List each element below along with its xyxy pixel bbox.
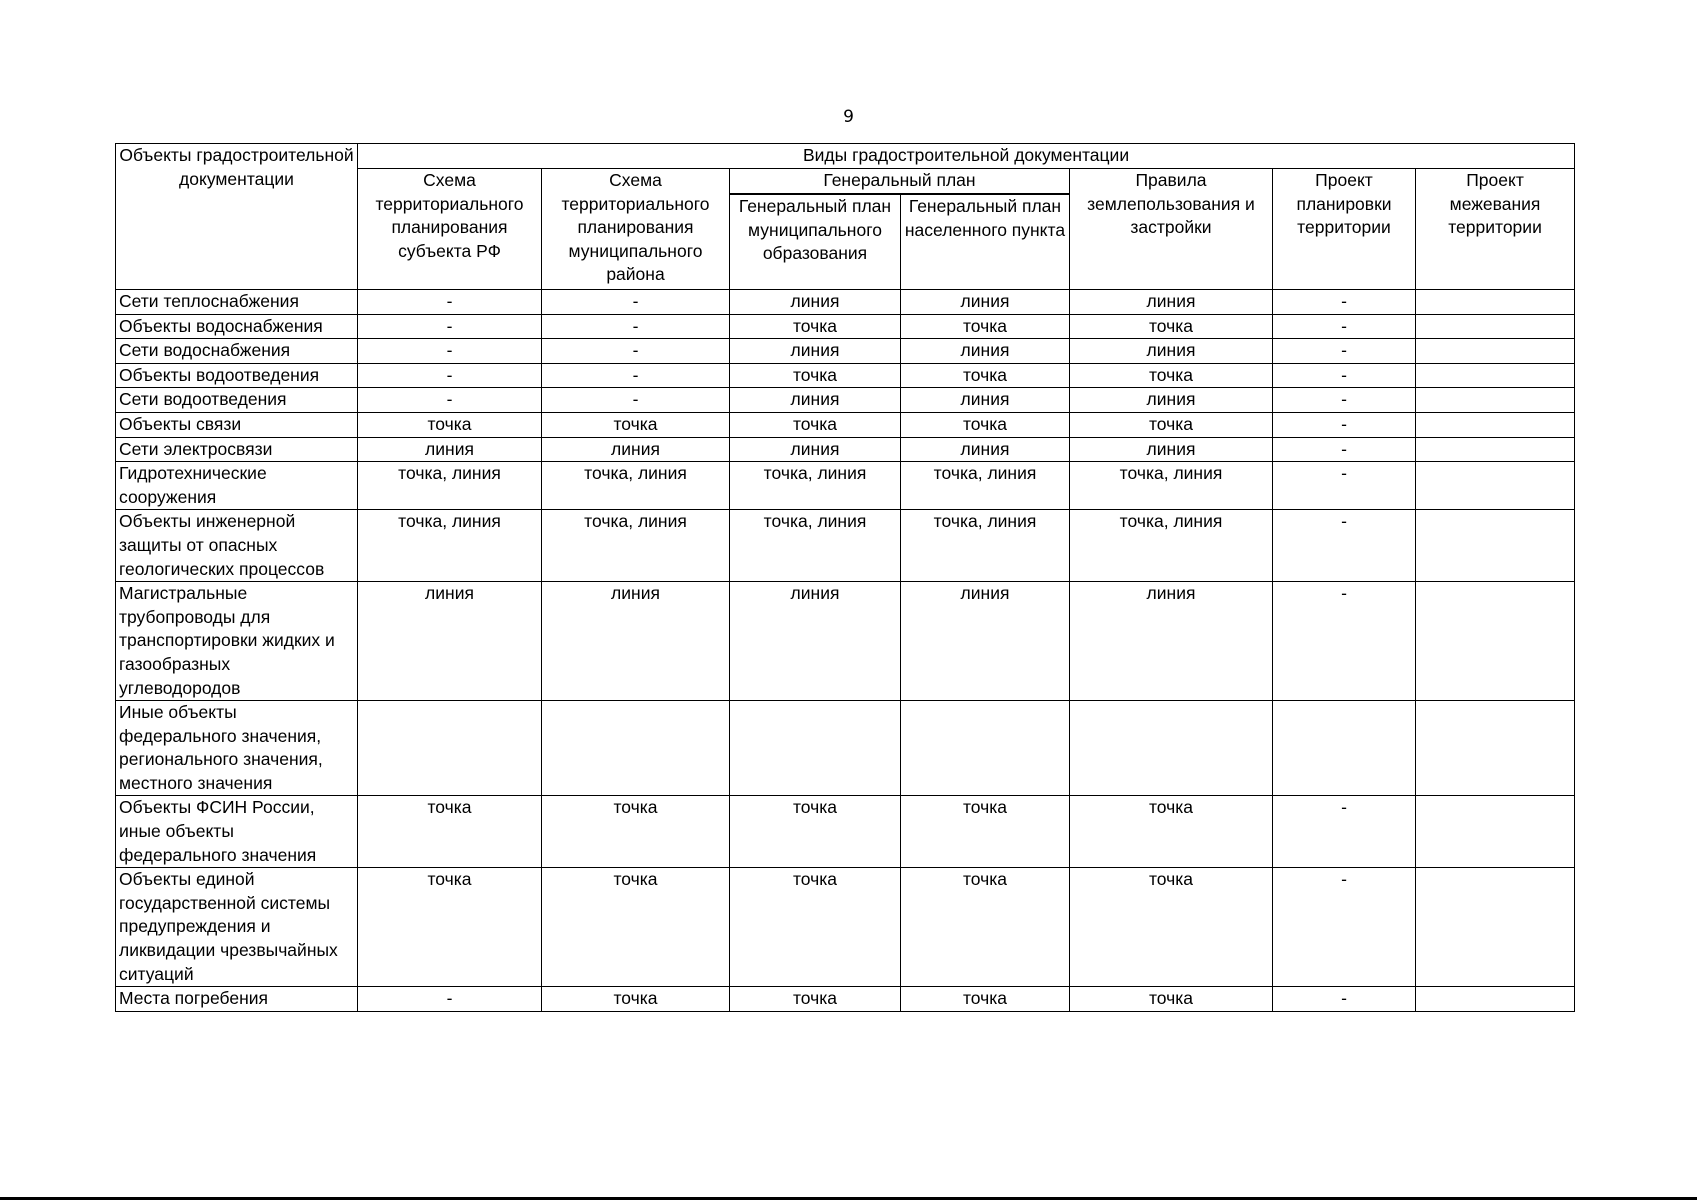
object-cell: Магистральные трубопроводы для транспортировки жидких и газообразных углеводородов [116,582,358,701]
value-cell: точка, линия [1070,510,1273,582]
object-cell: Сети водоотведения [116,388,358,413]
object-cell: Объекты связи [116,412,358,437]
value-cell: точка [730,868,901,987]
value-cell [1416,412,1575,437]
value-cell: линия [730,582,901,701]
value-cell: линия [901,290,1070,315]
header-general-plan: Генеральный план [730,169,1070,195]
value-cell: линия [730,388,901,413]
value-cell: точка [358,412,542,437]
value-cell: - [1273,868,1416,987]
value-cell [1416,314,1575,339]
value-cell: точка [901,987,1070,1012]
value-cell: точка [542,987,730,1012]
value-cell: линия [901,339,1070,364]
value-cell [1416,796,1575,868]
value-cell: - [358,388,542,413]
value-cell: точка [542,412,730,437]
value-cell: - [1273,412,1416,437]
object-cell: Объекты водоснабжения [116,314,358,339]
value-cell [542,701,730,796]
value-cell: точка [901,868,1070,987]
table-row [116,437,1575,462]
urban-planning-table [115,143,1575,1012]
value-cell: линия [901,437,1070,462]
value-cell: точка [358,796,542,868]
value-cell: точка, линия [730,510,901,582]
value-cell [1416,363,1575,388]
value-cell: линия [901,388,1070,413]
value-cell: - [358,363,542,388]
value-cell: линия [358,582,542,701]
value-cell: линия [542,437,730,462]
value-cell: точка, линия [901,510,1070,582]
table-body [116,290,1575,1012]
value-cell [358,701,542,796]
value-cell: - [1273,796,1416,868]
value-cell [1416,388,1575,413]
header-objects: Объекты градостроительной документации [116,144,358,290]
value-cell: точка [901,363,1070,388]
table-header [116,144,1575,290]
value-cell: точка [730,314,901,339]
value-cell: точка [730,363,901,388]
value-cell: точка, линия [358,510,542,582]
value-cell: точка, линия [730,462,901,510]
value-cell: точка [358,868,542,987]
table-row [116,701,1575,796]
value-cell [730,701,901,796]
value-cell: точка, линия [901,462,1070,510]
value-cell: - [358,339,542,364]
value-cell: - [1273,388,1416,413]
value-cell [1416,987,1575,1012]
table-row [116,582,1575,701]
value-cell: - [542,363,730,388]
object-cell: Объекты единой государственной системы предупреждения и ликвидации чрезвычайных ситуаций [116,868,358,987]
value-cell [1416,582,1575,701]
header-land-use-rules: Правила землепользования и застройки [1070,169,1273,290]
value-cell: линия [730,339,901,364]
object-cell: Места погребения [116,987,358,1012]
header-scheme-subject: Схема территориального планирования субъекта РФ [358,169,542,290]
header-planning-project: Проект планировки территории [1273,169,1416,290]
value-cell: - [358,314,542,339]
header-doc-types: Виды градостроительной документации [358,144,1575,169]
value-cell: - [542,339,730,364]
table-row [116,314,1575,339]
value-cell: точка [901,314,1070,339]
value-cell: точка [1070,796,1273,868]
value-cell: точка, линия [542,462,730,510]
value-cell: точка [1070,363,1273,388]
object-cell: Сети теплоснабжения [116,290,358,315]
table-row [116,868,1575,987]
table-row [116,510,1575,582]
page-number: 9 [843,107,854,127]
value-cell: - [1273,987,1416,1012]
value-cell: - [542,314,730,339]
value-cell: - [1273,339,1416,364]
value-cell: - [1273,363,1416,388]
object-cell: Объекты ФСИН России, иные объекты федерального значения [116,796,358,868]
value-cell: линия [730,437,901,462]
value-cell: линия [1070,437,1273,462]
table-row [116,339,1575,364]
object-cell: Сети водоснабжения [116,339,358,364]
value-cell: точка [730,412,901,437]
value-cell: точка [730,796,901,868]
value-cell: точка [901,412,1070,437]
value-cell [1416,437,1575,462]
header-surveying-project: Проект межевания территории [1416,169,1575,290]
value-cell [1416,290,1575,315]
value-cell: точка [542,868,730,987]
value-cell [1070,701,1273,796]
value-cell: линия [1070,339,1273,364]
table-row [116,796,1575,868]
value-cell: точка [1070,868,1273,987]
value-cell: - [1273,510,1416,582]
table-row [116,412,1575,437]
table-row [116,290,1575,315]
value-cell: линия [542,582,730,701]
value-cell: - [1273,314,1416,339]
value-cell: точка [901,796,1070,868]
value-cell: - [1273,437,1416,462]
value-cell: точка [1070,412,1273,437]
value-cell [1273,701,1416,796]
object-cell: Объекты водоотведения [116,363,358,388]
table-row [116,462,1575,510]
value-cell [1416,339,1575,364]
value-cell: точка, линия [1070,462,1273,510]
value-cell: точка [730,987,901,1012]
value-cell: - [358,290,542,315]
value-cell: точка [1070,987,1273,1012]
table-row [116,388,1575,413]
value-cell: точка [542,796,730,868]
value-cell: точка, линия [542,510,730,582]
value-cell: - [542,388,730,413]
value-cell: - [1273,462,1416,510]
value-cell: - [542,290,730,315]
value-cell: линия [1070,290,1273,315]
value-cell: линия [730,290,901,315]
value-cell: - [1273,290,1416,315]
value-cell [1416,462,1575,510]
value-cell: линия [1070,388,1273,413]
value-cell: - [358,987,542,1012]
object-cell: Объекты инженерной защиты от опасных геологических процессов [116,510,358,582]
value-cell [1416,701,1575,796]
value-cell [1416,868,1575,987]
object-cell: Гидротехнические сооружения [116,462,358,510]
value-cell: - [1273,582,1416,701]
value-cell: линия [901,582,1070,701]
object-cell: Сети электросвязи [116,437,358,462]
value-cell [1416,510,1575,582]
value-cell [901,701,1070,796]
table-row [116,363,1575,388]
header-gp-settlement: Генеральный план населенного пункта [901,194,1070,290]
object-cell: Иные объекты федерального значения, регионального значения, местного значения [116,701,358,796]
value-cell: точка [1070,314,1273,339]
table-row [116,987,1575,1012]
value-cell: линия [1070,582,1273,701]
value-cell: точка, линия [358,462,542,510]
value-cell: линия [358,437,542,462]
header-gp-municipal: Генеральный план муниципального образования [730,194,901,290]
header-scheme-municipal-district: Схема территориального планирования муниципального района [542,169,730,290]
